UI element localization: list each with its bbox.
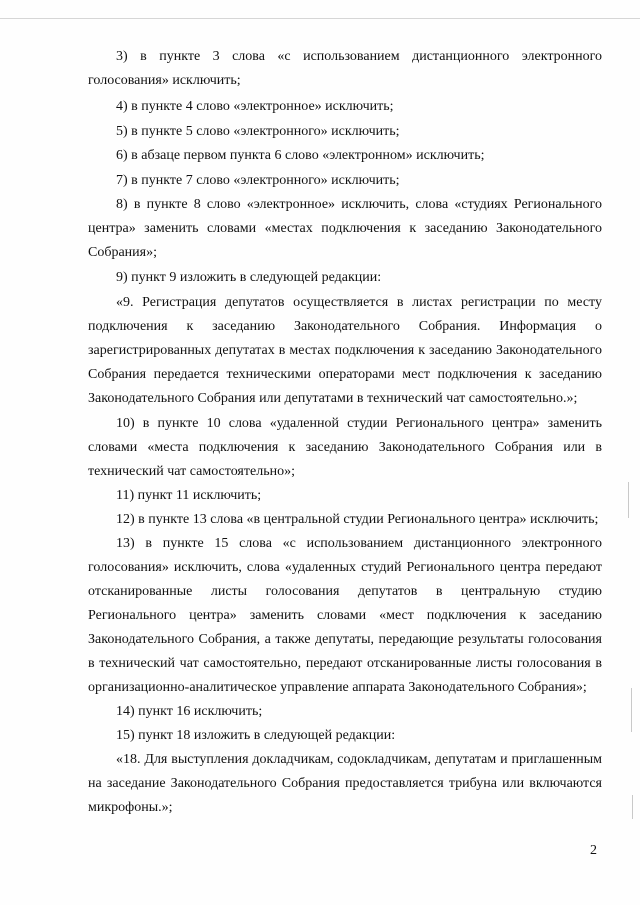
paragraph-item-15: 15) пункт 18 изложить в следующей редакции: <box>116 728 396 743</box>
paragraph-item-13: 13) в пункте 15 слова «с использованием дистанционного электронного голосования» исключить, слова «удаленных студий Регионального центра передают отсканированные листы голосования депутатов в центральную студию Регионального центра» заменить словами «мест подключения к заседанию Законодательного Собрания, а также депутаты, передающие результаты голосования в технический чат самостоятельно, передают отсканированные листы голосования в организационно-аналитическое управление аппарата Законодательного Собрания»; <box>88 536 602 695</box>
paragraph-item-9: 9) пункт 9 изложить в следующей редакции: <box>116 270 382 285</box>
paragraph-item-7: 7) в пункте 7 слово «электронного» исключить; <box>116 173 400 188</box>
paragraph-item-10: 10) в пункте 10 слова «удаленной студии Регионального центра» заменить словами «места подключения к заседанию Законодательного Собрания или в технический чат самостоятельно»; <box>88 416 602 479</box>
page-number: 2 <box>590 843 597 858</box>
paragraph-item-14: 14) пункт 16 исключить; <box>116 704 263 719</box>
paragraph-item-6: 6) в абзаце первом пункта 6 слово «электронном» исключить; <box>116 148 485 163</box>
paragraph-quote-9: «9. Регистрация депутатов осуществляется в листах регистрации по месту подключения к заседанию Законодательного Собрания. Информация о зарегистрированных депутатах в местах подключения к заседанию Законодательного Собрания передается техническими операторами мест подключения к заседанию Законодательного Собрания или депутатами в технический чат самостоятельно.»; <box>88 295 602 406</box>
scan-speck <box>628 482 629 518</box>
scan-speck <box>632 795 633 819</box>
scan-speck <box>631 688 632 732</box>
paragraph-item-12: 12) в пункте 13 слова «в центральной студии Регионального центра» исключить; <box>116 512 599 527</box>
paragraph-quote-18: «18. Для выступления докладчикам, содокладчикам, депутатам и приглашенным на заседание Законодательного Собрания предоставляется трибуна или включаются микрофоны.»; <box>88 752 602 815</box>
paragraph-item-4: 4) в пункте 4 слово «электронное» исключить; <box>116 99 394 114</box>
paragraph-item-8: 8) в пункте 8 слово «электронное» исключить, слова «студиях Регионального центра» заменить словами «местах подключения к заседанию Законодательного Собрания»; <box>88 197 602 260</box>
paragraph-item-5: 5) в пункте 5 слово «электронного» исключить; <box>116 124 400 139</box>
top-edge-line <box>0 18 640 19</box>
paragraph-item-3: 3) в пункте 3 слова «с использованием дистанционного электронного голосования» исключить; <box>88 49 602 88</box>
paragraph-item-11: 11) пункт 11 исключить; <box>116 488 262 503</box>
